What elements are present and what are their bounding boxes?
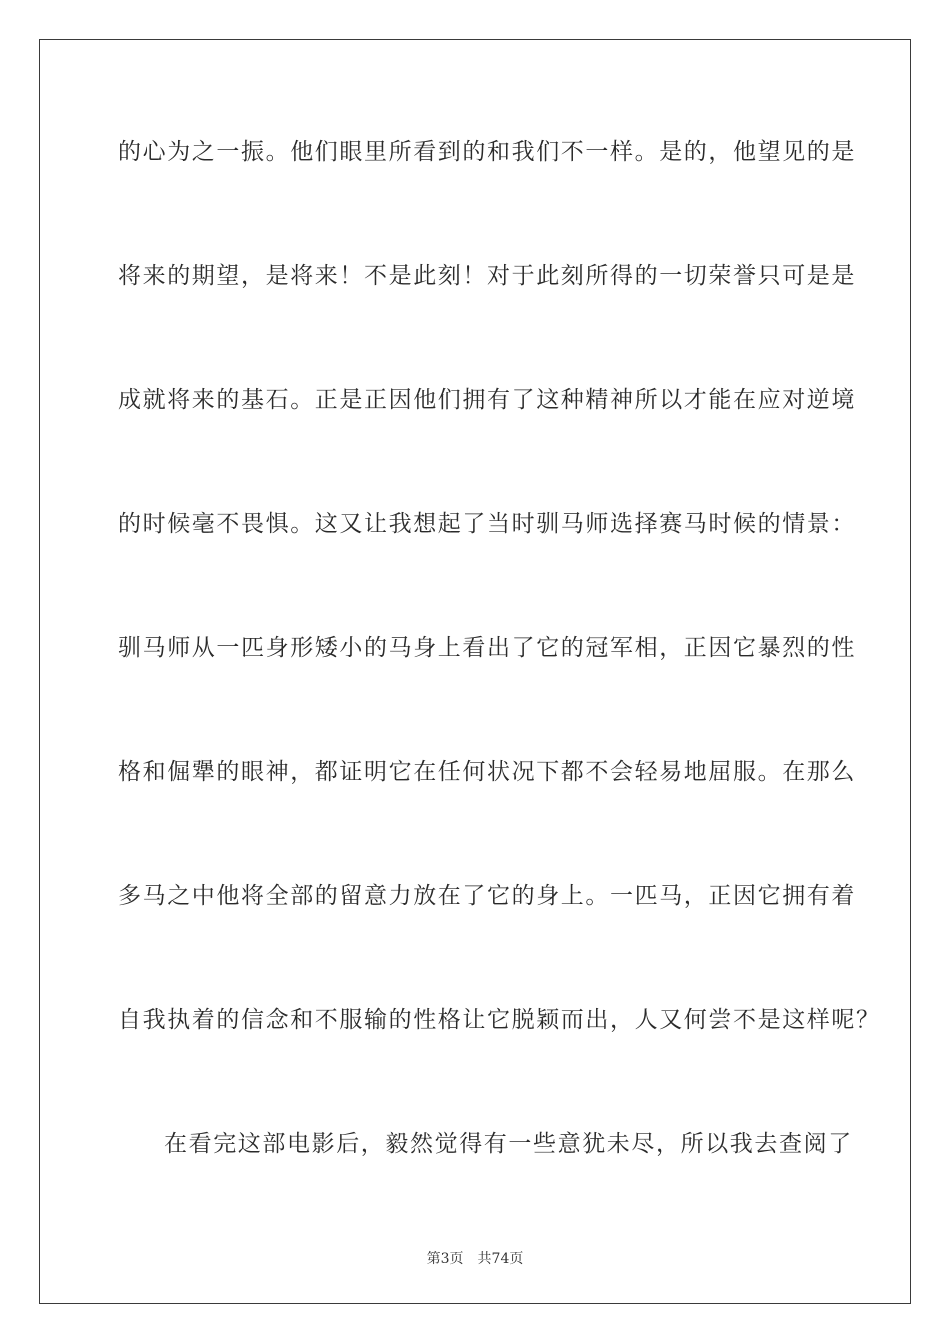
current-page-number: 第3页 [426, 1251, 464, 1267]
page-border [39, 39, 911, 1304]
paragraph-line-indented: 在看完这部电影后，毅然觉得有一些意犹未尽，所以我去查阅了 [164, 1131, 853, 1157]
paragraph-line: 将来的期望，是将来！不是此刻！对于此刻所得的一切荣誉只可是是 [118, 263, 856, 289]
paragraph-line: 自我执着的信念和不服输的性格让它脱颖而出，人又何尝不是这样呢？ [118, 1007, 881, 1033]
paragraph-line: 成就将来的基石。正是正因他们拥有了这种精神所以才能在应对逆境 [118, 387, 856, 413]
paragraph-line: 格和倔犟的眼神，都证明它在任何状况下都不会轻易地屈服。在那么 [118, 759, 856, 785]
paragraph-line: 驯马师从一匹身形矮小的马身上看出了它的冠军相，正因它暴烈的性 [118, 635, 856, 661]
total-page-count: 共74页 [477, 1251, 524, 1267]
paragraph-line: 的时候毫不畏惧。这又让我想起了当时驯马师选择赛马时候的情景： [118, 511, 856, 537]
paragraph-line: 多马之中他将全部的留意力放在了它的身上。一匹马，正因它拥有着 [118, 883, 856, 909]
page-footer [0, 1248, 950, 1268]
paragraph-line: 的心为之一振。他们眼里所看到的和我们不一样。是的，他望见的是 [118, 139, 856, 165]
